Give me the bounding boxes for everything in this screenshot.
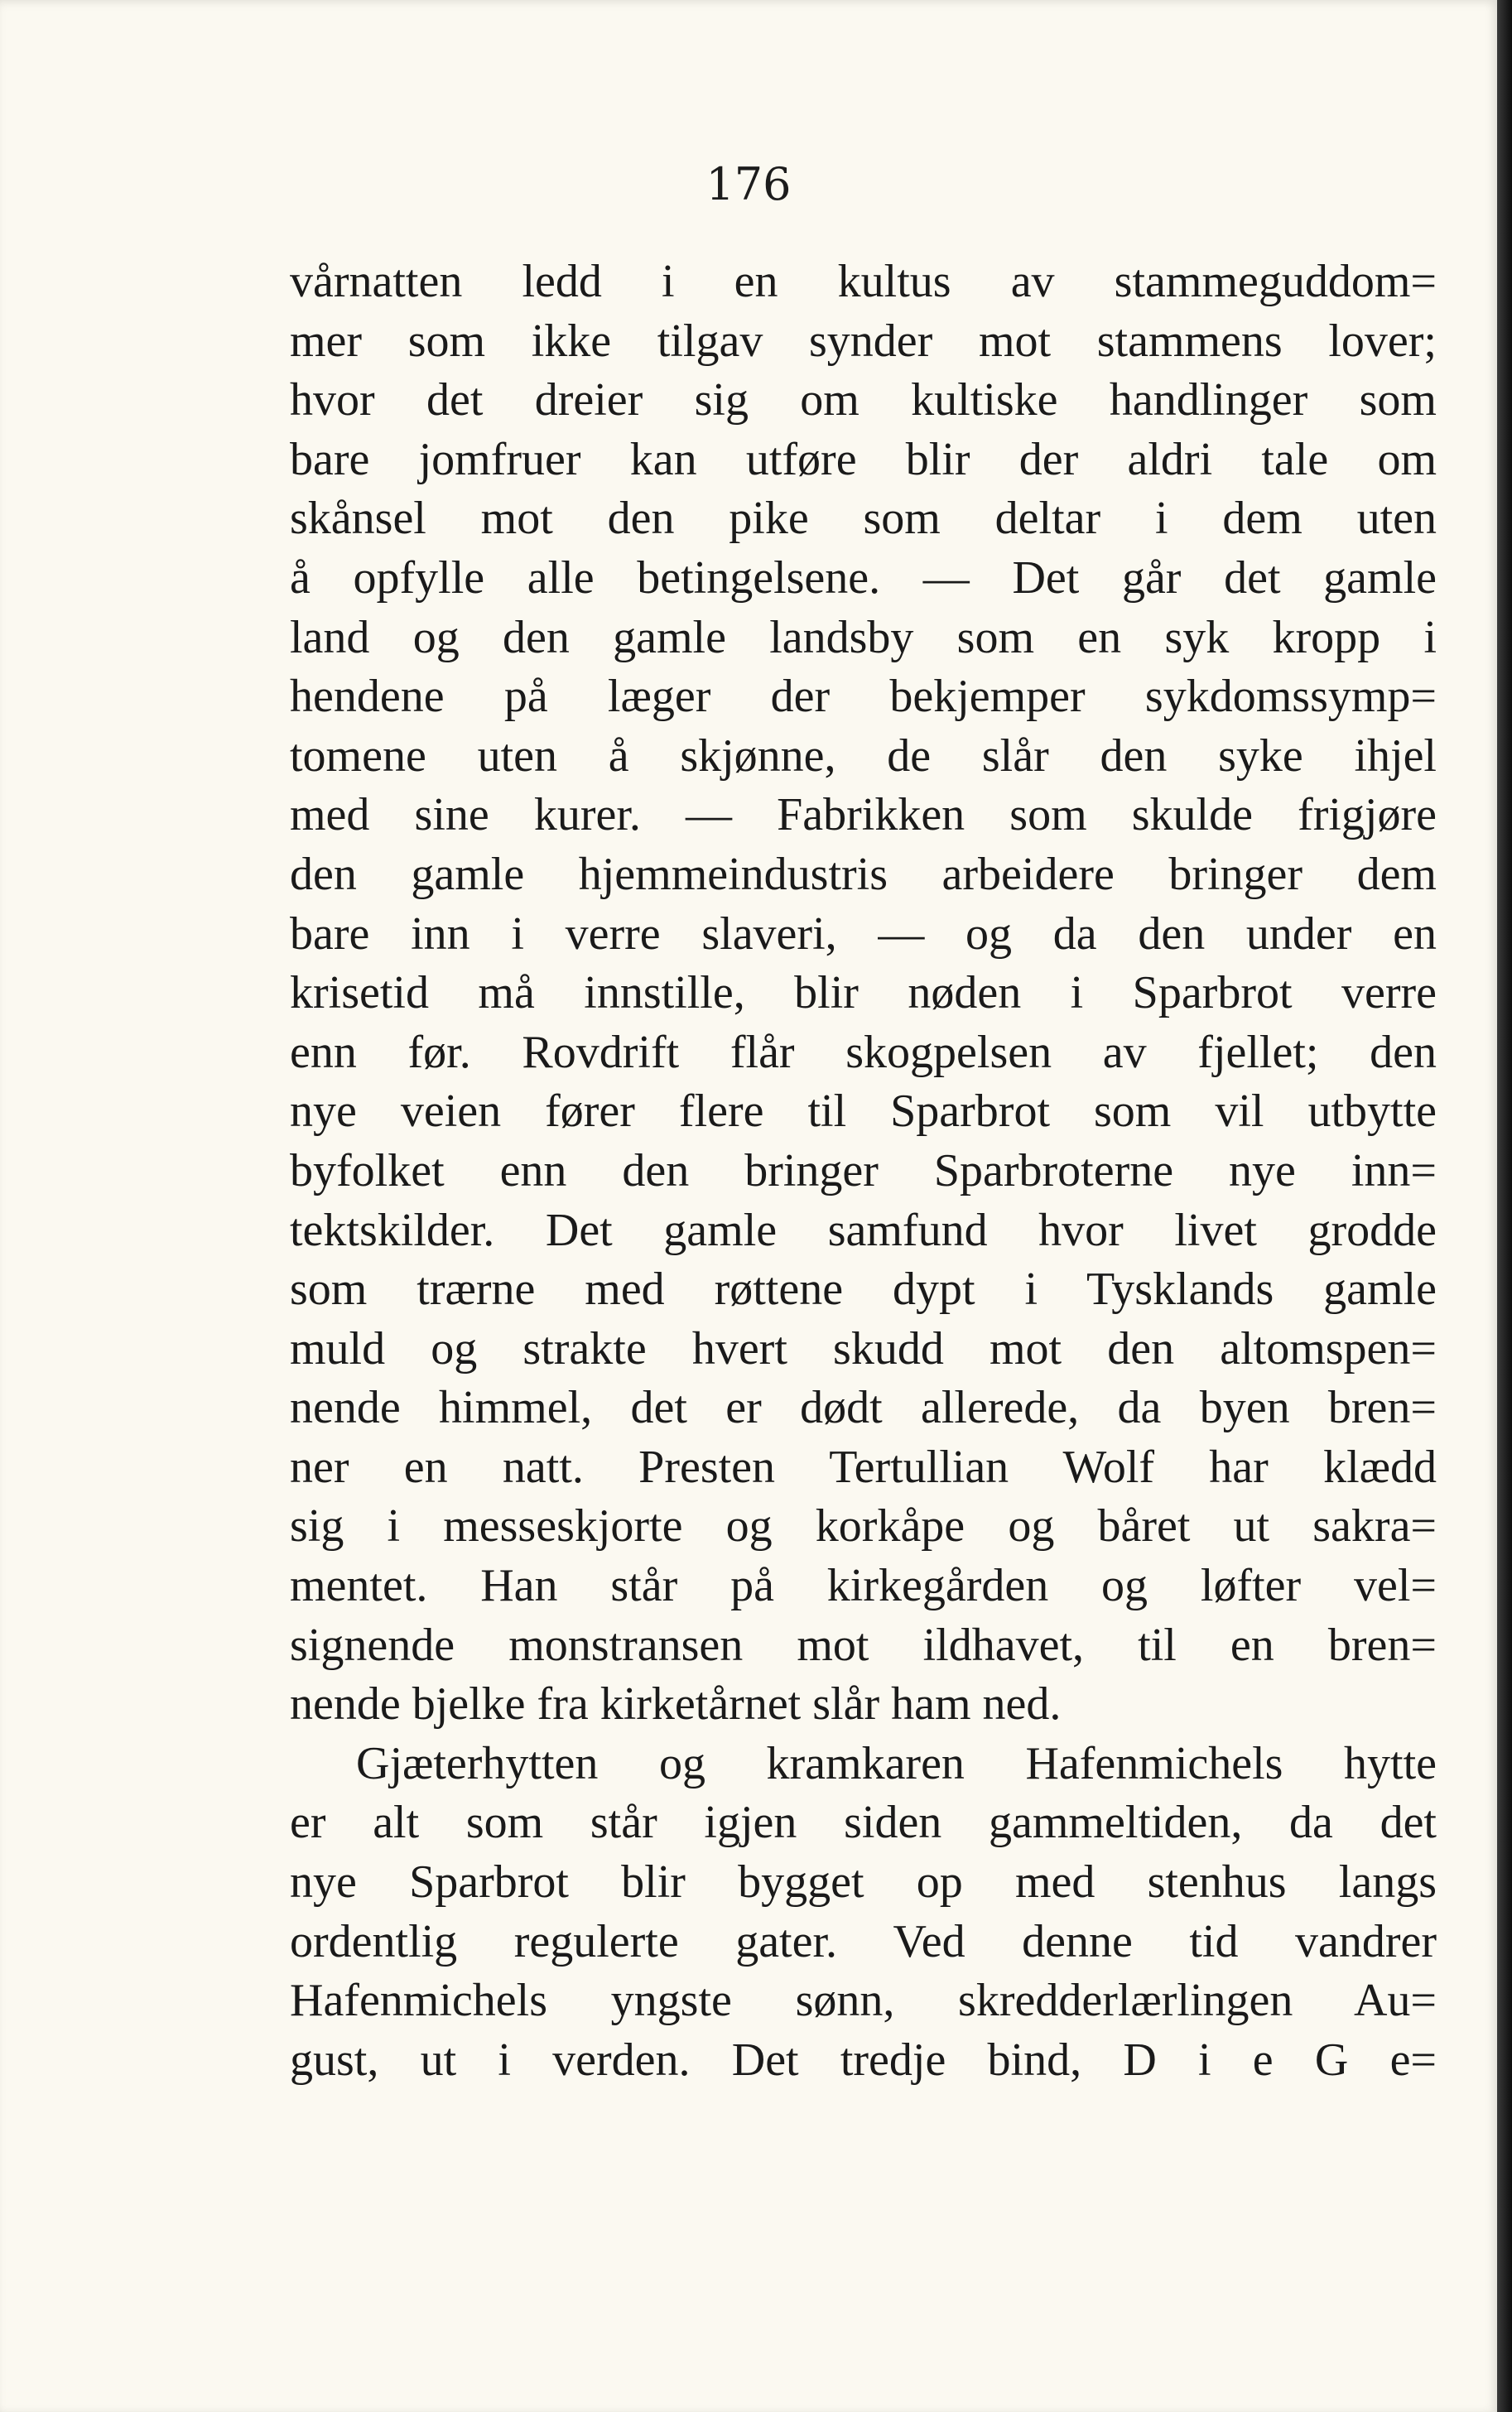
text-line: er alt som står igjen siden gammeltiden, da det xyxy=(290,1797,1437,1849)
text-line: Hafenmichels yngste sønn, skredderlærlingen Au= xyxy=(290,1975,1437,2027)
text-line: ordentlig regulerte gater. Ved denne tid vandrer xyxy=(290,1915,1437,1967)
text-line: byfolket enn den bringer Sparbroterne nye inn= xyxy=(290,1144,1437,1196)
text-line: hvor det dreier sig om kultiske handlinger som xyxy=(290,374,1437,426)
text-line: enn før. Rovdrift flår skogpelsen av fjellet; den xyxy=(290,1026,1437,1078)
paragraph-2 xyxy=(290,1735,1437,2091)
text-line: nye Sparbrot blir bygget op med stenhus langs xyxy=(290,1856,1437,1909)
text-line: å opfylle alle betingelsene. — Det går det gamle xyxy=(290,551,1437,604)
text-line: mer som ikke tilgav synder mot stammens lover; xyxy=(290,315,1437,367)
text-line: gust, ut i verden. Det tredje bind, D i e G e= xyxy=(290,2034,1437,2086)
text-line: hendene på læger der bekjemper sykdomssymp= xyxy=(290,671,1437,723)
text-line: bare inn i verre slaveri, — og da den under en xyxy=(290,908,1437,960)
text-line: Gjæterhytten og kramkaren Hafenmichels hytte xyxy=(356,1737,1437,1789)
text-line: med sine kurer. — Fabrikken som skulde frigjøre xyxy=(290,789,1437,841)
text-line: tomene uten å skjønne, de slår den syke ihjel xyxy=(290,729,1437,782)
text-line: tektskilder. Det gamle samfund hvor livet grodde xyxy=(290,1204,1437,1256)
text-line: mentet. Han står på kirkegården og løfter vel= xyxy=(290,1560,1437,1612)
text-line: krisetid må innstille, blir nøden i Sparbrot verre xyxy=(290,967,1437,1019)
text-line: som trærne med røttene dypt i Tysklands gamle xyxy=(290,1264,1437,1316)
text-line: muld og strakte hvert skudd mot den altomspen= xyxy=(290,1322,1437,1375)
page-number: 176 xyxy=(705,158,792,210)
text-line: signende monstransen mot ildhavet, til en bren= xyxy=(290,1619,1437,1671)
text-line: nende bjelke fra kirketårnet slår ham ned. xyxy=(290,1678,1062,1731)
text-line: nye veien fører flere til Sparbrot som vil utbytte xyxy=(290,1086,1437,1138)
page-edge-shadow xyxy=(1497,0,1512,2412)
text-line: den gamle hjemmeindustris arbeidere bringer dem xyxy=(290,848,1437,900)
text-line: skånsel mot den pike som deltar i dem uten xyxy=(290,493,1437,545)
text-line: nende himmel, det er dødt allerede, da byen bren= xyxy=(290,1382,1437,1434)
text-line: vårnatten ledd i en kultus av stammeguddom= xyxy=(290,256,1437,307)
text-line: ner en natt. Presten Tertullian Wolf har klædd xyxy=(290,1441,1437,1493)
text-line: sig i messeskjorte og korkåpe og båret ut sakra= xyxy=(290,1500,1437,1553)
text-line: bare jomfruer kan utføre blir der aldri tale om xyxy=(290,433,1437,485)
body-text xyxy=(290,253,1437,2090)
text-line: land og den gamle landsby som en syk kropp i xyxy=(290,611,1437,663)
paragraph-1 xyxy=(290,253,1437,1735)
